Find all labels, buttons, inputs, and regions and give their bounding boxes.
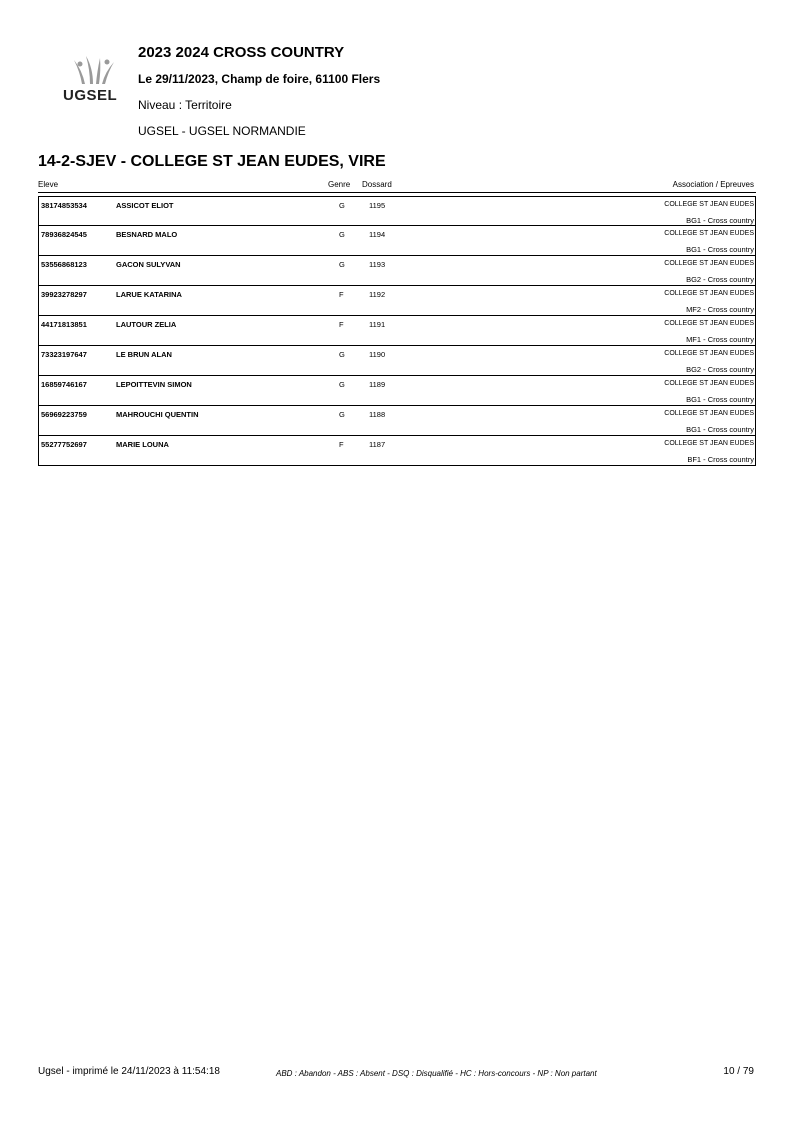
- student-id: 73323197647: [41, 350, 87, 359]
- section-title: 14-2-SJEV - COLLEGE ST JEAN EUDES, VIRE: [38, 153, 386, 170]
- student-epreuve: BG1 - Cross country: [686, 395, 754, 404]
- table-row: [39, 286, 755, 316]
- student-genre: F: [339, 320, 344, 329]
- student-epreuve: MF2 - Cross country: [686, 305, 754, 314]
- student-dossard: 1187: [369, 440, 386, 449]
- page-title: 2023 2024 CROSS COUNTRY: [138, 44, 345, 61]
- header-divider: [38, 192, 756, 193]
- student-id: 39923278297: [41, 290, 87, 299]
- student-id: 38174853534: [41, 201, 87, 210]
- student-name: LARUE KATARINA: [116, 290, 182, 299]
- student-id: 16859746167: [41, 380, 87, 389]
- student-association: COLLEGE ST JEAN EUDES: [664, 380, 754, 387]
- student-epreuve: BG2 - Cross country: [686, 275, 754, 284]
- student-id: 44171813851: [41, 320, 87, 329]
- column-header-eleve: Eleve: [38, 180, 59, 189]
- student-dossard: 1193: [369, 260, 386, 269]
- student-name: LAUTOUR ZELIA: [116, 320, 177, 329]
- student-association: COLLEGE ST JEAN EUDES: [664, 350, 754, 357]
- logo-text: UGSEL: [63, 87, 118, 104]
- student-epreuve: BG1 - Cross country: [686, 216, 754, 225]
- student-dossard: 1188: [369, 410, 386, 419]
- participants-table: [38, 196, 756, 466]
- table-row: [39, 196, 755, 226]
- footer-printed: Ugsel - imprimé le 24/11/2023 à 11:54:18: [38, 1066, 220, 1077]
- table-row: [39, 376, 755, 406]
- student-id: 78936824545: [41, 230, 87, 239]
- student-name: LEPOITTEVIN SIMON: [116, 380, 192, 389]
- student-id: 55277752697: [41, 440, 87, 449]
- student-dossard: 1192: [369, 290, 386, 299]
- student-genre: F: [339, 440, 344, 449]
- event-organisation: UGSEL - UGSEL NORMANDIE: [138, 124, 306, 138]
- student-dossard: 1195: [369, 201, 386, 210]
- student-epreuve: BG1 - Cross country: [686, 245, 754, 254]
- student-epreuve: BG1 - Cross country: [686, 425, 754, 434]
- student-genre: G: [339, 380, 345, 389]
- student-name: BESNARD MALO: [116, 230, 178, 239]
- student-dossard: 1194: [369, 230, 386, 239]
- table-row: [39, 406, 755, 436]
- student-epreuve: MF1 - Cross country: [686, 335, 754, 344]
- student-epreuve: BG2 - Cross country: [686, 365, 754, 374]
- student-name: MARIE LOUNA: [116, 440, 169, 449]
- student-genre: G: [339, 350, 345, 359]
- footer-legend: ABD : Abandon - ABS : Absent - DSQ : Disqualifié - HC : Hors-concours - NP : Non partant: [276, 1069, 597, 1078]
- page-number: 10 / 79: [723, 1066, 754, 1077]
- student-name: ASSICOT ELIOT: [116, 201, 174, 210]
- column-header-genre: Genre: [328, 180, 351, 189]
- student-dossard: 1190: [369, 350, 386, 359]
- table-row: [39, 316, 755, 346]
- student-genre: F: [339, 290, 344, 299]
- student-genre: G: [339, 260, 345, 269]
- event-date-location: Le 29/11/2023, Champ de foire, 61100 Flers: [138, 72, 381, 86]
- student-genre: G: [339, 201, 345, 210]
- student-name: LE BRUN ALAN: [116, 350, 172, 359]
- student-association: COLLEGE ST JEAN EUDES: [664, 230, 754, 237]
- student-association: COLLEGE ST JEAN EUDES: [664, 410, 754, 417]
- event-level: Niveau : Territoire: [138, 98, 232, 112]
- student-association: COLLEGE ST JEAN EUDES: [664, 320, 754, 327]
- student-association: COLLEGE ST JEAN EUDES: [664, 260, 754, 267]
- column-header-dossard: Dossard: [362, 180, 392, 189]
- student-name: GACON SULYVAN: [116, 260, 181, 269]
- student-genre: G: [339, 230, 345, 239]
- student-name: MAHROUCHI QUENTIN: [116, 410, 199, 419]
- student-association: COLLEGE ST JEAN EUDES: [664, 290, 754, 297]
- table-row: [39, 226, 755, 256]
- column-header-association: Association / Epreuves: [672, 180, 754, 189]
- table-row: [39, 346, 755, 376]
- student-association: COLLEGE ST JEAN EUDES: [664, 440, 754, 447]
- student-dossard: 1191: [369, 320, 386, 329]
- student-dossard: 1189: [369, 380, 386, 389]
- student-id: 56969223759: [41, 410, 87, 419]
- student-epreuve: BF1 - Cross country: [687, 455, 754, 464]
- table-row: [39, 256, 755, 286]
- student-id: 53556868123: [41, 260, 87, 269]
- student-genre: G: [339, 410, 345, 419]
- student-association: COLLEGE ST JEAN EUDES: [664, 201, 754, 208]
- table-row: [39, 436, 755, 466]
